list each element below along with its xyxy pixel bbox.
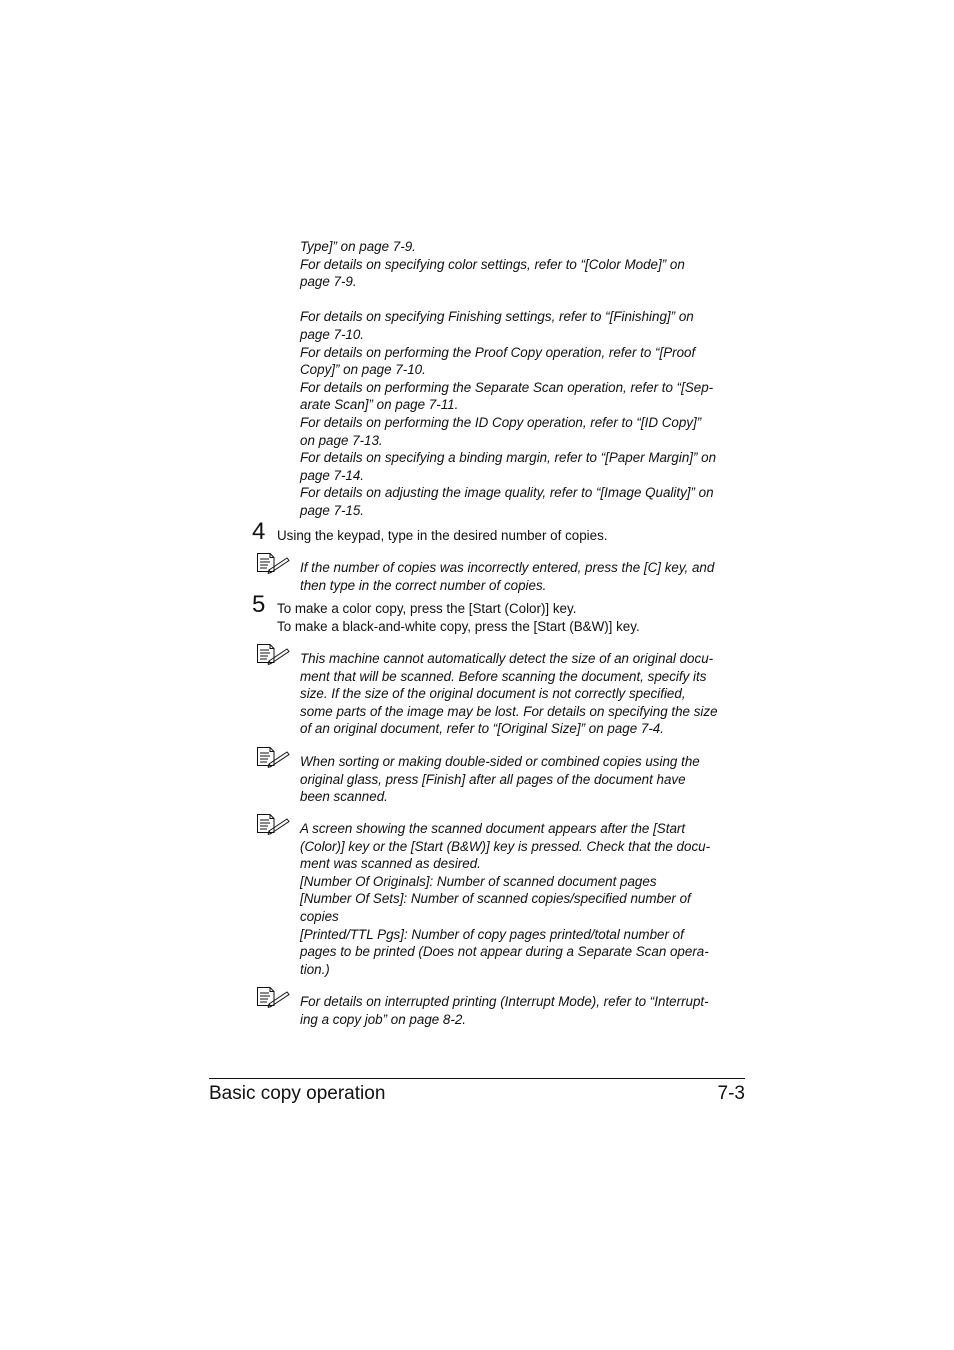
intro-line: arate Scan]” on page 7-11.: [300, 397, 459, 413]
intro-block: [300, 238, 752, 520]
intro-blank-line: [300, 291, 752, 309]
note-line: size. If the size of the original document is not correctly specified,: [300, 686, 686, 702]
step-5-text: [277, 600, 640, 636]
intro-line: For details on specifying color settings, refer to “[Color Mode]” on: [300, 256, 685, 272]
note-line: original glass, press [Finish] after all pages of the document have: [300, 771, 686, 787]
step-5-line-2: To make a black-and-white copy, press the [Start (B&W)] key.: [277, 619, 640, 634]
note-1: [300, 559, 752, 594]
step-5-number: 5: [252, 591, 266, 618]
note-line: ment was scanned as desired.: [300, 856, 481, 872]
intro-line: For details on performing the ID Copy operation, refer to “[ID Copy]”: [300, 414, 702, 430]
note-line: [Printed/TTL Pgs]: Number of copy pages printed/total number of: [300, 926, 684, 942]
note-pencil-icon: [256, 643, 290, 665]
note-pencil-icon: [256, 746, 290, 768]
note-line: (Color)] key or the [Start (B&W)] key is pressed. Check that the docu-: [300, 838, 711, 854]
footer-divider: [209, 1078, 745, 1079]
note-line: [Number Of Originals]: Number of scanned document pages: [300, 873, 657, 889]
note-line: tion.): [300, 961, 330, 977]
step-4-text: [277, 527, 608, 545]
intro-line: Type]” on page 7-9.: [300, 239, 416, 254]
footer-section-title: Basic copy operation: [209, 1083, 386, 1104]
note-line: been scanned.: [300, 789, 388, 805]
note-pencil-icon: [256, 986, 290, 1008]
note-line: This machine cannot automatically detect the size of an original docu-: [300, 651, 714, 666]
note-line: then type in the correct number of copies.: [300, 577, 547, 593]
step-5-line-1: To make a color copy, press the [Start (Color)] key.: [277, 601, 577, 616]
note-line: ment that will be scanned. Before scanning the document, specify its: [300, 668, 707, 684]
note-line: If the number of copies was incorrectly entered, press the [C] key, and: [300, 560, 715, 575]
intro-line: For details on performing the Proof Copy operation, refer to “[Proof: [300, 344, 696, 360]
note-pencil-icon: [256, 813, 290, 835]
note-line: For details on interrupted printing (Interrupt Mode), refer to “Interrupt-: [300, 994, 709, 1009]
note-line: When sorting or making double-sided or combined copies using the: [300, 754, 700, 769]
note-line: copies: [300, 908, 339, 924]
intro-line: For details on performing the Separate Scan operation, refer to “[Sep-: [300, 379, 714, 395]
intro-line: page 7-9.: [300, 274, 357, 290]
note-line: pages to be printed (Does not appear during a Separate Scan opera-: [300, 944, 709, 960]
note-5: [300, 993, 752, 1028]
note-3: [300, 753, 752, 806]
note-line: some parts of the image may be lost. For details on specifying the size: [300, 703, 718, 719]
intro-line: page 7-14.: [300, 467, 365, 483]
intro-line: For details on specifying a binding margin, refer to “[Paper Margin]” on: [300, 450, 717, 466]
note-line: of an original document, refer to “[Original Size]” on page 7-4.: [300, 721, 664, 737]
footer-page-number: 7-3: [717, 1083, 745, 1104]
step-4-number: 4: [252, 518, 266, 545]
note-2: [300, 650, 752, 738]
note-pencil-icon: [256, 552, 290, 574]
intro-line: For details on adjusting the image quality, refer to “[Image Quality]” on: [300, 485, 714, 501]
intro-line: Copy]” on page 7-10.: [300, 362, 426, 378]
note-4: [300, 820, 752, 978]
intro-line: page 7-15.: [300, 502, 365, 518]
intro-line: on page 7-13.: [300, 432, 383, 448]
intro-line: page 7-10.: [300, 326, 365, 342]
intro-line: For details on specifying Finishing settings, refer to “[Finishing]” on: [300, 309, 694, 325]
note-line: A screen showing the scanned document appears after the [Start: [300, 821, 686, 836]
step-4-instruction: Using the keypad, type in the desired number of copies.: [277, 528, 608, 543]
note-line: ing a copy job” on page 8-2.: [300, 1011, 467, 1027]
note-line: [Number Of Sets]: Number of scanned copies/specified number of: [300, 891, 691, 907]
